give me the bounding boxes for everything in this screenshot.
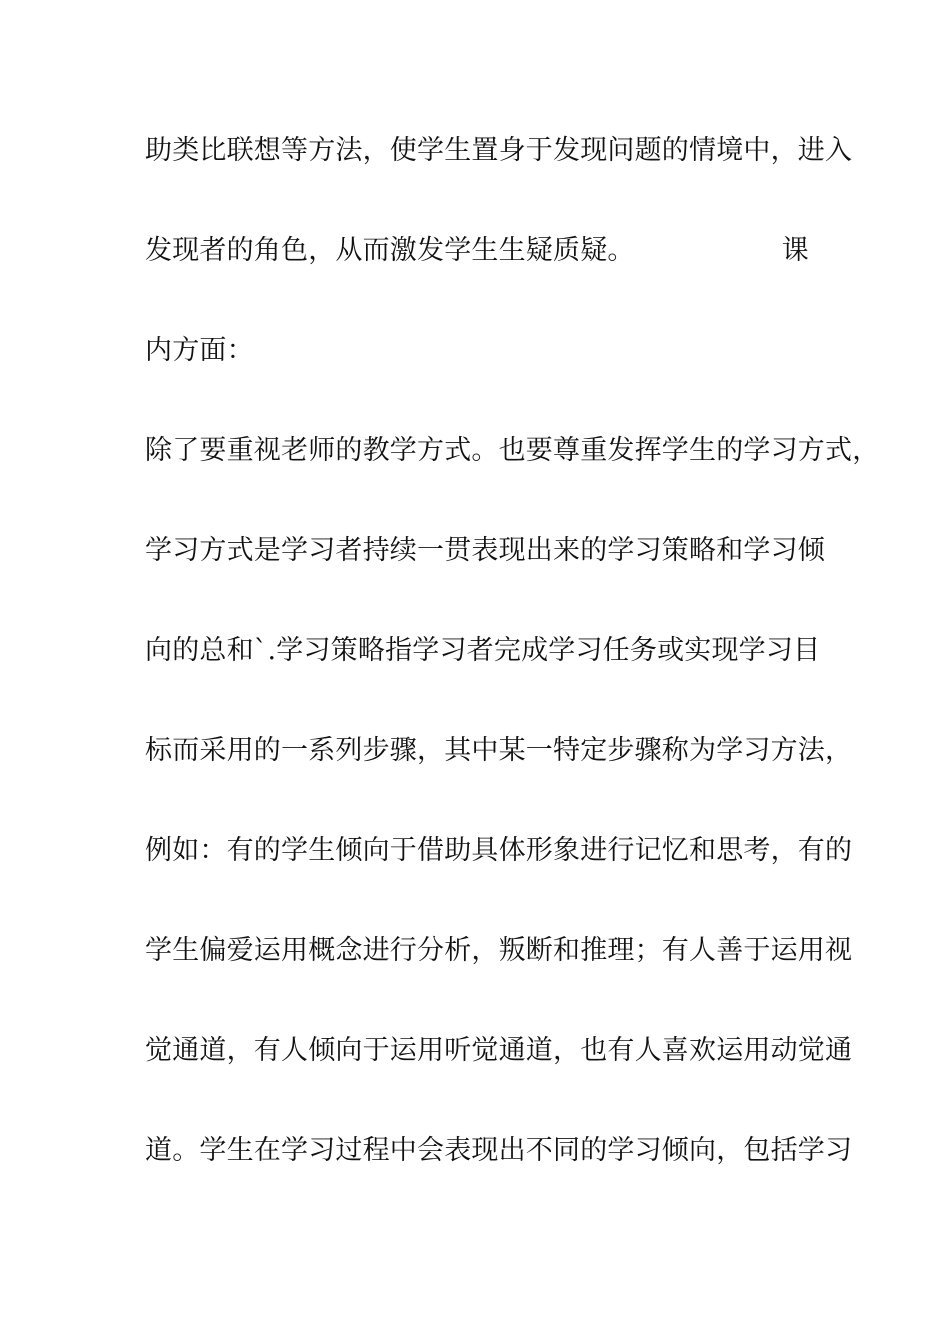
text-line: 例如：有的学生倾向于借助具体形象进行记忆和思考，有的: [145, 835, 853, 866]
text-line: 除了要重视老师的教学方式。也要尊重发挥学生的学习方式，: [145, 435, 880, 466]
body-text: [145, 131, 880, 1231]
text-line: 标而采用的一系列步骤，其中某一特定步骤称为学习方法，: [145, 735, 853, 766]
text-line: 助类比联想等方法，使学生置身于发现问题的情境中，进入: [145, 135, 853, 166]
text-line: [145, 231, 825, 331]
text-line-left: 发现者的角色，从而激发学生生疑质疑。: [145, 235, 635, 266]
text-line-right: 课: [781, 235, 809, 266]
text-line: 道。学生在学习过程中会表现出不同的学习倾向，包括学习: [145, 1135, 853, 1166]
text-line: 向的总和`.学习策略指学习者完成学习任务或实现学习目: [145, 635, 821, 666]
text-line: 学习方式是学习者持续一贯表现出来的学习策略和学习倾: [145, 535, 825, 566]
text-line: 觉通道，有人倾向于运用听觉通道，也有人喜欢运用动觉通: [145, 1035, 853, 1066]
text-line: 内方面：: [145, 335, 254, 366]
text-line: 学生偏爱运用概念进行分析，叛断和推理；有人善于运用视: [145, 935, 853, 966]
